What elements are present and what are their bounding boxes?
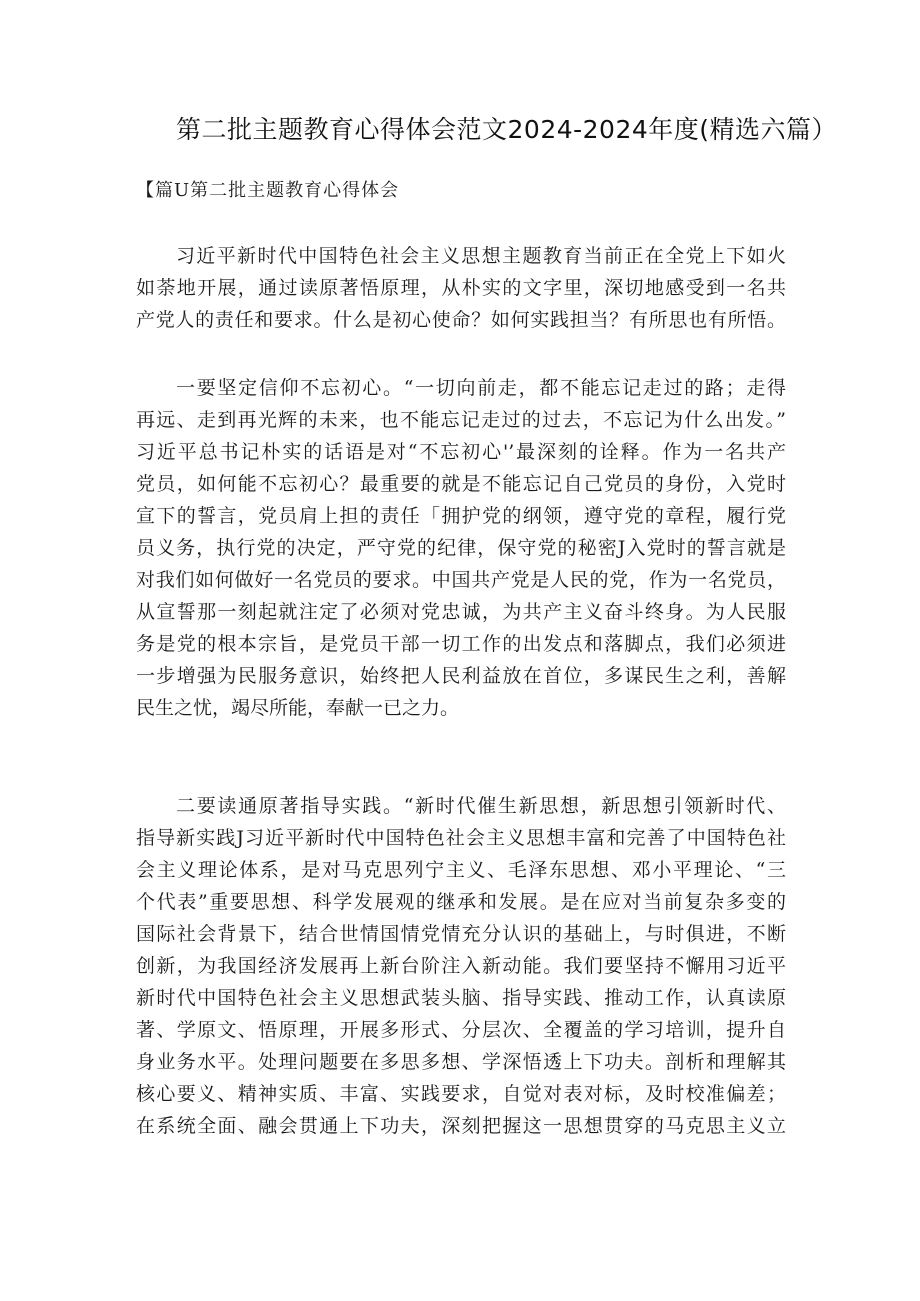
paragraph-line: 指导新实践J习近平新时代中国特色社会主义思想丰富和完善了中国特色社 [136,827,786,849]
section-heading: 【篇U第二批主题教育心得体会 [136,180,400,201]
paragraph-line: 宣下的誓言，党员肩上担的责任「拥护党的纲领，遵守党的章程，履行党 [136,505,786,527]
paragraph-line: 务是党的根本宗旨，是党员干部一切工作的出发点和落脚点，我们必须进 [136,633,786,655]
paragraph-line: 一步增强为民服务意识，始终把人民利益放在首位，多谋民生之利，善解 [136,665,786,687]
paragraph-line: 创新，为我国经济发展再上新台阶注入新动能。我们要坚持不懈用习近平 [136,955,786,977]
paragraph-line: 员义务，执行党的决定，严守党的纪律，保守党的秘密J入党时的誓言就是 [136,537,786,559]
paragraph-line: 民生之忧，竭尽所能，奉献一已之力。 [136,697,460,719]
paragraph-3 [136,790,786,1142]
paragraph-line: 党员，如何能不忘初心？最重要的就是不能忘记自己党员的身份，入党时 [136,473,786,495]
paragraph-line: 二要读通原著指导实践。“新时代催生新思想，新思想引领新时代、 [176,795,786,817]
document-title: 第二批主题教育心得体会范文2024-2024年度(精选六篇） [176,115,838,144]
paragraph-line: 从宣誓那一刻起就注定了必须对党忠诚，为共产主义奋斗终身。为人民服 [136,601,786,623]
paragraph-line: 再远、走到再光辉的未来，也不能忘记走过的过去，不忘记为什么出发。” [136,409,786,431]
paragraph-line: 国际社会背景下，结合世情国情党情充分认识的基础上，与时俱进，不断 [136,923,786,945]
paragraph-line: 个代表”重要思想、科学发展观的继承和发展。是在应对当前复杂多变的 [136,891,786,913]
paragraph-line: 产党人的责任和要求。什么是初心使命？如何实践担当？有所思也有所悟。 [136,309,786,331]
paragraph-line: 习近平新时代中国特色社会主义思想主题教育当前正在全党上下如火 [176,245,786,267]
paragraph-line: 习近平总书记朴实的话语是对“不忘初心'’最深刻的诠释。作为一名共产 [136,441,786,463]
paragraph-line: 身业务水平。处理问题要在多思多想、学深悟透上下功夫。剖析和理解其 [136,1051,786,1073]
paragraph-2 [136,372,786,724]
paragraph-1 [136,240,786,336]
paragraph-line: 著、学原文、悟原理，开展多形式、分层次、全覆盖的学习培训，提升自 [136,1019,786,1041]
paragraph-line: 会主义理论体系，是对马克思列宁主义、毛泽东思想、邓小平理论、“三 [136,859,786,881]
paragraph-line: 一要坚定信仰不忘初心。“一切向前走，都不能忘记走过的路；走得 [176,377,786,399]
paragraph-line: 如荼地开展，通过读原著悟原理，从朴实的文字里，深切地感受到一名共 [136,277,786,299]
paragraph-line: 对我们如何做好一名党员的要求。中国共产党是人民的党，作为一名党员， [136,569,786,591]
paragraph-line: 新时代中国特色社会主义思想武装头脑、指导实践、推动工作，认真读原 [136,987,786,1009]
paragraph-line: 核心要义、精神实质、丰富、实践要求，自觉对表对标，及时校准偏差； [136,1083,786,1105]
paragraph-line: 在系统全面、融会贯通上下功夫，深刻把握这一思想贯穿的马克思主义立 [136,1115,786,1137]
